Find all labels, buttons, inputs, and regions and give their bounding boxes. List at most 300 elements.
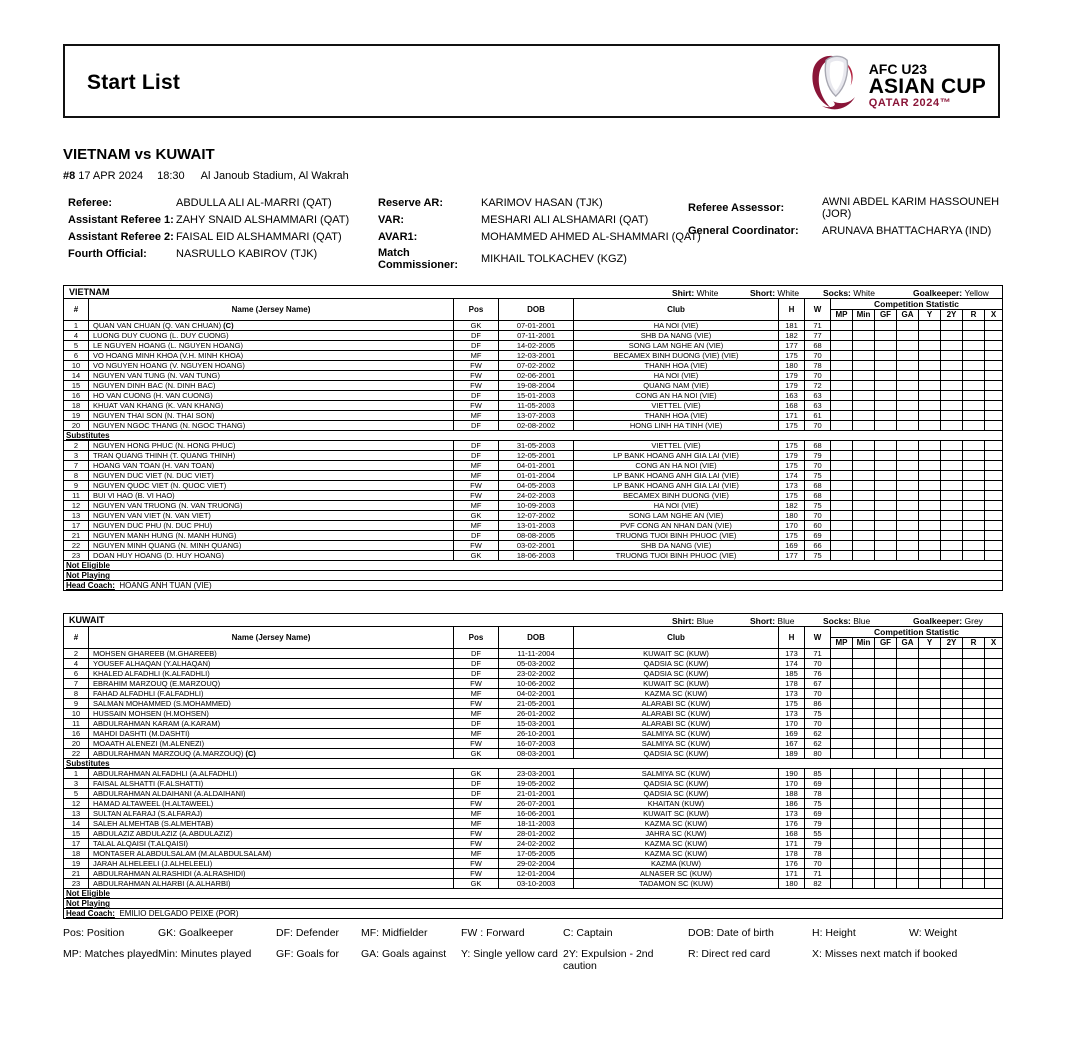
player-dob: 02-06-2001 [499, 371, 574, 381]
player-club: LP BANK HOANG ANH GIA LAI (VIE) [574, 451, 779, 461]
stat-cell [875, 321, 897, 331]
stat-cell [897, 351, 919, 361]
player-height: 185 [779, 669, 805, 679]
player-weight: 66 [805, 541, 831, 551]
player-weight: 80 [805, 749, 831, 759]
player-club: VIETTEL (VIE) [574, 441, 779, 451]
stat-cell [941, 361, 963, 371]
player-height: 177 [779, 341, 805, 351]
player-weight: 78 [805, 789, 831, 799]
stat-cell [985, 411, 1003, 421]
player-number: 20 [64, 421, 89, 431]
player-number: 3 [64, 451, 89, 461]
stat-cell [831, 461, 853, 471]
player-dob: 15-01-2003 [499, 391, 574, 401]
player-name: EBRAHIM MARZOUQ (E.MARZOUQ) [89, 679, 454, 689]
player-club: QADSIA SC (KUW) [574, 779, 779, 789]
stat-cell [853, 829, 875, 839]
stat-cell [875, 371, 897, 381]
player-row [64, 749, 1003, 759]
match-title: VIETNAM vs KUWAIT [63, 146, 215, 163]
stat-cell [875, 839, 897, 849]
player-club: CONG AN HA NOI (VIE) [574, 391, 779, 401]
legend-r: R: Direct red card [688, 948, 771, 960]
stat-cell [831, 371, 853, 381]
player-club: SALMIYA SC (KUW) [574, 769, 779, 779]
player-name: LUONG DUY CUONG (L. DUY CUONG) [89, 331, 454, 341]
stat-cell [919, 829, 941, 839]
player-club: PVF CONG AN NHAN DAN (VIE) [574, 521, 779, 531]
player-dob: 07-01-2001 [499, 321, 574, 331]
stat-cell [831, 809, 853, 819]
player-number: 7 [64, 679, 89, 689]
stat-cell [853, 809, 875, 819]
player-row [64, 769, 1003, 779]
stat-cell [831, 351, 853, 361]
stat-cell [941, 799, 963, 809]
stat-cell [985, 849, 1003, 859]
player-pos: FW [454, 699, 499, 709]
player-dob: 18-06-2003 [499, 551, 574, 561]
col-club: Club [574, 627, 779, 649]
stat-cell [963, 839, 985, 849]
stat-cell [985, 441, 1003, 451]
stat-cell [875, 511, 897, 521]
stat-cell [831, 551, 853, 561]
stat-cell [985, 859, 1003, 869]
col-x: X [985, 310, 1003, 321]
player-row [64, 371, 1003, 381]
stat-cell [963, 411, 985, 421]
stat-cell [941, 461, 963, 471]
stat-cell [831, 769, 853, 779]
player-dob: 23-02-2002 [499, 669, 574, 679]
player-dob: 18-11-2003 [499, 819, 574, 829]
stat-cell [897, 749, 919, 759]
player-height: 171 [779, 839, 805, 849]
player-name: SULTAN ALFARAJ (S.ALFARAJ) [89, 809, 454, 819]
stat-cell [897, 421, 919, 431]
player-row [64, 451, 1003, 461]
legend-y: Y: Single yellow card [461, 948, 558, 960]
stat-cell [875, 481, 897, 491]
stat-cell [831, 491, 853, 501]
player-weight: 68 [805, 481, 831, 491]
stat-cell [853, 421, 875, 431]
player-row [64, 669, 1003, 679]
stat-cell [831, 679, 853, 689]
player-pos: MF [454, 709, 499, 719]
stat-cell [919, 689, 941, 699]
stat-cell [897, 481, 919, 491]
substitutes-row: Substitutes [64, 431, 1003, 441]
player-weight: 70 [805, 719, 831, 729]
player-pos: DF [454, 531, 499, 541]
player-weight: 70 [805, 511, 831, 521]
player-name: ABDULRAHMAN KARAM (A.KARAM) [89, 719, 454, 729]
stat-cell [963, 729, 985, 739]
player-pos: DF [454, 659, 499, 669]
stat-cell [963, 341, 985, 351]
player-pos: DF [454, 331, 499, 341]
col-min: Min [853, 310, 875, 321]
player-row [64, 391, 1003, 401]
player-dob: 12-07-2002 [499, 511, 574, 521]
player-weight: 76 [805, 669, 831, 679]
stat-cell [853, 789, 875, 799]
stat-cell [963, 819, 985, 829]
player-pos: DF [454, 789, 499, 799]
player-name: NGUYEN DUC PHU (N. DUC PHU) [89, 521, 454, 531]
stat-cell [963, 551, 985, 561]
player-name: ABDULAZIZ ABDULAZIZ (A.ABDULAZIZ) [89, 829, 454, 839]
player-pos: DF [454, 779, 499, 789]
player-dob: 24-02-2002 [499, 839, 574, 849]
player-row [64, 789, 1003, 799]
player-height: 173 [779, 809, 805, 819]
team-table-kuwait [63, 613, 1003, 919]
stat-cell [963, 461, 985, 471]
stat-cell [831, 649, 853, 659]
player-club: TRUONG TUOI BINH PHUOC (VIE) [574, 551, 779, 561]
stat-cell [831, 689, 853, 699]
player-number: 16 [64, 729, 89, 739]
stat-cell [897, 719, 919, 729]
player-name: HO VAN CUONG (H. VAN CUONG) [89, 391, 454, 401]
head-coach-row [64, 581, 1003, 591]
stat-cell [985, 421, 1003, 431]
player-pos: FW [454, 829, 499, 839]
match-time: 18:30 [157, 170, 185, 182]
stat-cell [831, 849, 853, 859]
stat-cell [919, 879, 941, 889]
player-club: VIETTEL (VIE) [574, 401, 779, 411]
player-pos: FW [454, 491, 499, 501]
stat-cell [897, 859, 919, 869]
legend-weight: W: Weight [909, 927, 958, 939]
player-pos: FW [454, 799, 499, 809]
stat-cell [919, 729, 941, 739]
stat-cell [853, 411, 875, 421]
stat-cell [853, 739, 875, 749]
stat-cell [831, 401, 853, 411]
not-playing-row: Not Playing [64, 571, 1003, 581]
stat-cell [831, 531, 853, 541]
stat-cell [941, 331, 963, 341]
player-club: JAHRA SC (KUW) [574, 829, 779, 839]
player-row [64, 819, 1003, 829]
stat-cell [985, 769, 1003, 779]
player-height: 173 [779, 709, 805, 719]
stat-cell [853, 341, 875, 351]
stat-cell [897, 551, 919, 561]
stat-cell [831, 829, 853, 839]
stat-cell [897, 491, 919, 501]
stat-cell [853, 401, 875, 411]
stat-cell [985, 361, 1003, 371]
stat-cell [853, 669, 875, 679]
stat-cell [985, 451, 1003, 461]
player-weight: 71 [805, 649, 831, 659]
player-pos: DF [454, 341, 499, 351]
stat-cell [919, 709, 941, 719]
player-weight: 70 [805, 351, 831, 361]
stat-cell [985, 729, 1003, 739]
stat-cell [919, 719, 941, 729]
stat-cell [919, 351, 941, 361]
player-club: THANH HOA (VIE) [574, 411, 779, 421]
col-name: Name (Jersey Name) [89, 627, 454, 649]
stat-cell [853, 749, 875, 759]
stat-cell [831, 381, 853, 391]
stat-cell [875, 769, 897, 779]
player-weight: 71 [805, 869, 831, 879]
player-dob: 07-02-2002 [499, 361, 574, 371]
player-number: 7 [64, 461, 89, 471]
player-dob: 10-09-2003 [499, 501, 574, 511]
logo-line2: ASIAN CUP [868, 74, 986, 98]
player-club: SONG LAM NGHE AN (VIE) [574, 341, 779, 351]
player-weight: 75 [805, 471, 831, 481]
stat-cell [831, 511, 853, 521]
stat-cell [919, 799, 941, 809]
player-height: 171 [779, 869, 805, 879]
stat-cell [963, 491, 985, 501]
player-weight: 79 [805, 839, 831, 849]
player-club: KAZMA (KUW) [574, 859, 779, 869]
stat-cell [831, 321, 853, 331]
player-club: BECAMEX BINH DUONG (VIE) [574, 491, 779, 501]
player-name: NGUYEN MANH HUNG (N. MANH HUNG) [89, 531, 454, 541]
player-weight: 70 [805, 371, 831, 381]
stat-cell [919, 331, 941, 341]
stat-cell [941, 421, 963, 431]
player-name: NGUYEN VAN VIET (N. VAN VIET) [89, 511, 454, 521]
player-weight: 62 [805, 729, 831, 739]
stat-cell [897, 531, 919, 541]
stat-cell [875, 341, 897, 351]
stat-cell [985, 461, 1003, 471]
player-height: 175 [779, 441, 805, 451]
official-referee: Referee: ABDULLA ALI AL-MARRI (QAT) [68, 196, 332, 209]
player-number: 21 [64, 531, 89, 541]
player-pos: MF [454, 729, 499, 739]
player-name: NGUYEN MINH QUANG (N. MINH QUANG) [89, 541, 454, 551]
player-dob: 12-03-2001 [499, 351, 574, 361]
player-number: 22 [64, 541, 89, 551]
player-pos: FW [454, 859, 499, 869]
col-min: Min [853, 638, 875, 649]
stat-cell [919, 869, 941, 879]
player-dob: 26-07-2001 [499, 799, 574, 809]
stat-cell [919, 859, 941, 869]
stat-cell [853, 799, 875, 809]
player-dob: 28-01-2002 [499, 829, 574, 839]
stat-cell [897, 371, 919, 381]
head-coach-label: Head Coach: [66, 581, 115, 590]
trophy-icon [806, 51, 862, 120]
stat-cell [919, 371, 941, 381]
stat-cell [919, 471, 941, 481]
player-name: KHALED ALFADHLI (K.ALFADHLI) [89, 669, 454, 679]
kit-shirt: Shirt: White [672, 288, 719, 298]
player-pos: MF [454, 411, 499, 421]
player-pos: MF [454, 809, 499, 819]
player-name: NGUYEN VAN TUNG (N. VAN TUNG) [89, 371, 454, 381]
player-pos: MF [454, 501, 499, 511]
player-weight: 60 [805, 521, 831, 531]
player-name: LE NGUYEN HOANG (L. NGUYEN HOANG) [89, 341, 454, 351]
stat-cell [831, 659, 853, 669]
stat-cell [985, 531, 1003, 541]
stat-cell [853, 481, 875, 491]
player-weight: 70 [805, 421, 831, 431]
stat-cell [941, 859, 963, 869]
player-pos: GK [454, 551, 499, 561]
stat-cell [963, 401, 985, 411]
stat-cell [963, 381, 985, 391]
stat-cell [919, 659, 941, 669]
player-height: 173 [779, 689, 805, 699]
col-name: Name (Jersey Name) [89, 299, 454, 321]
stat-cell [897, 849, 919, 859]
player-dob: 08-08-2005 [499, 531, 574, 541]
player-row [64, 739, 1003, 749]
stat-cell [831, 481, 853, 491]
kit-short: Short: White [750, 288, 800, 298]
stat-cell [897, 341, 919, 351]
stat-cell [963, 799, 985, 809]
player-pos: FW [454, 371, 499, 381]
player-height: 170 [779, 779, 805, 789]
stat-cell [831, 749, 853, 759]
stat-cell [919, 739, 941, 749]
player-height: 182 [779, 501, 805, 511]
player-weight: 70 [805, 461, 831, 471]
player-row [64, 729, 1003, 739]
stat-cell [875, 351, 897, 361]
player-row [64, 551, 1003, 561]
player-row [64, 649, 1003, 659]
stat-cell [897, 699, 919, 709]
stat-cell [831, 411, 853, 421]
stat-cell [919, 391, 941, 401]
stat-cell [919, 531, 941, 541]
player-row [64, 331, 1003, 341]
col-y: Y [919, 310, 941, 321]
player-name: HAMAD ALTAWEEL (H.ALTAWEEL) [89, 799, 454, 809]
stat-cell [831, 729, 853, 739]
player-number: 1 [64, 321, 89, 331]
stat-cell [985, 699, 1003, 709]
player-number: 15 [64, 829, 89, 839]
player-height: 189 [779, 749, 805, 759]
stat-cell [963, 849, 985, 859]
player-dob: 19-08-2004 [499, 381, 574, 391]
player-club: HONG LINH HA TINH (VIE) [574, 421, 779, 431]
stat-cell [831, 879, 853, 889]
officials-column-2 [378, 196, 701, 275]
player-club: KAZMA SC (KUW) [574, 839, 779, 849]
player-dob: 15-03-2001 [499, 719, 574, 729]
stat-cell [875, 531, 897, 541]
logo-wordmark [869, 62, 986, 110]
player-number: 23 [64, 879, 89, 889]
stat-cell [875, 361, 897, 371]
stat-cell [875, 669, 897, 679]
official-assistant-referee-2: Assistant Referee 2: FAISAL EID ALSHAMMARI (QAT) [68, 230, 342, 243]
player-number: 22 [64, 749, 89, 759]
stat-cell [875, 859, 897, 869]
col-height: H [779, 627, 805, 649]
col-2y: 2Y [941, 638, 963, 649]
player-name: SALMAN MOHAMMED (S.MOHAMMED) [89, 699, 454, 709]
player-number: 12 [64, 799, 89, 809]
player-height: 180 [779, 361, 805, 371]
player-club: HA NOI (VIE) [574, 321, 779, 331]
player-number: 13 [64, 511, 89, 521]
stat-cell [853, 511, 875, 521]
player-number: 4 [64, 659, 89, 669]
player-weight: 61 [805, 411, 831, 421]
stat-cell [875, 709, 897, 719]
stat-cell [875, 849, 897, 859]
player-pos: MF [454, 461, 499, 471]
player-height: 181 [779, 321, 805, 331]
player-pos: FW [454, 361, 499, 371]
stat-cell [853, 551, 875, 561]
stat-cell [875, 391, 897, 401]
stat-cell [941, 391, 963, 401]
player-weight: 70 [805, 859, 831, 869]
stat-cell [831, 669, 853, 679]
stat-cell [875, 869, 897, 879]
stat-cell [919, 769, 941, 779]
stat-cell [831, 739, 853, 749]
player-pos: FW [454, 541, 499, 551]
stat-cell [941, 839, 963, 849]
player-dob: 03-02-2001 [499, 541, 574, 551]
stat-cell [919, 839, 941, 849]
player-row [64, 511, 1003, 521]
player-club: QUANG NAM (VIE) [574, 381, 779, 391]
stat-cell [963, 769, 985, 779]
player-row [64, 401, 1003, 411]
head-coach-row [64, 909, 1003, 919]
player-number: 8 [64, 689, 89, 699]
player-height: 177 [779, 551, 805, 561]
player-row [64, 709, 1003, 719]
player-dob: 04-01-2001 [499, 461, 574, 471]
stat-cell [897, 541, 919, 551]
player-club: SONG LAM NGHE AN (VIE) [574, 511, 779, 521]
player-row [64, 341, 1003, 351]
stat-cell [963, 749, 985, 759]
stat-cell [941, 819, 963, 829]
col-2y: 2Y [941, 310, 963, 321]
col-number: # [64, 299, 89, 321]
stat-cell [875, 411, 897, 421]
stat-cell [897, 521, 919, 531]
player-name: DOAN HUY HOANG (D. HUY HOANG) [89, 551, 454, 561]
player-number: 8 [64, 471, 89, 481]
team-kit-row [64, 286, 1003, 299]
stat-cell [853, 451, 875, 461]
stat-cell [985, 669, 1003, 679]
stat-cell [831, 779, 853, 789]
stat-cell [853, 689, 875, 699]
player-dob: 21-05-2001 [499, 699, 574, 709]
